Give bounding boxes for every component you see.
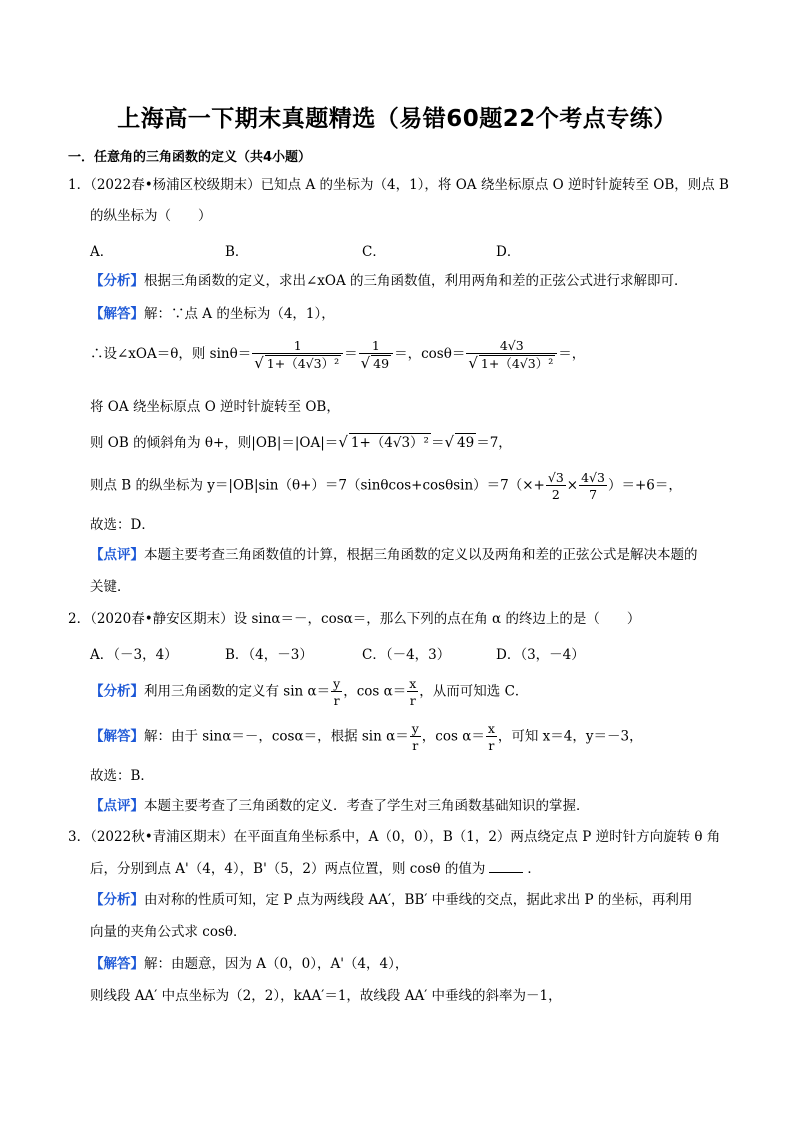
q3-stem-line2: [90, 860, 541, 878]
comment-tag: 【点评】: [90, 798, 144, 814]
analysis-text: 利用三角函数的定义有 sin α＝: [144, 683, 331, 700]
denominator: [252, 353, 343, 371]
radical-sign: √: [254, 354, 264, 372]
numerator: √3: [547, 470, 564, 485]
q1-answer-line6: 故选：D．: [90, 517, 155, 533]
fraction: [466, 338, 557, 371]
answer-blank: [489, 860, 523, 873]
radical-sign: √: [338, 433, 348, 451]
fraction: [410, 721, 421, 753]
denominator: r: [410, 736, 421, 753]
answer-tag: 【解答】: [90, 956, 144, 972]
numerator: x: [409, 676, 417, 691]
q1-stem-line1: 1．（2022春•杨浦区校级期末）已知点 A 的坐标为（4，1），将 OA 绕坐标原点 O 逆时针旋转至 OB，则点 B: [68, 177, 729, 193]
comment-tag: 【点评】: [90, 547, 144, 563]
answer-text: ＝，: [558, 346, 586, 362]
radical-sign: √: [360, 354, 371, 372]
fraction: [407, 676, 418, 708]
answer-tag: 【解答】: [90, 728, 144, 745]
numerator: 4√3: [499, 338, 524, 353]
stem-text: 后，分别到点 A'（4，4），B'（5，2）两点位置，则 cosθ 的值为: [90, 861, 486, 877]
times-sign: ×: [566, 477, 579, 494]
radicand: 1+（4√3）²: [266, 356, 340, 371]
q3-analysis-line1: [90, 891, 692, 909]
radicand: 1+（4√3）²: [480, 356, 554, 371]
q1-analysis: [90, 272, 688, 290]
fraction: [579, 470, 607, 502]
comment-text: 本题主要考查三角函数值的计算，根据三角函数的定义以及两角和差的正弦公式是解决本题的: [144, 547, 698, 563]
q2-option-b: B．（4，－3）: [225, 647, 313, 663]
numerator: x: [487, 721, 495, 736]
answer-text: ＝7，: [476, 435, 512, 451]
q2-analysis: [90, 676, 528, 708]
q1-answer-line2: [90, 338, 585, 371]
answer-text: ，cos α＝: [421, 728, 485, 745]
denominator: r: [486, 736, 497, 753]
q1-comment-line2: 关键．: [90, 579, 131, 595]
radicand: 49: [457, 435, 475, 451]
numerator: y: [411, 721, 419, 736]
equals-sign: ＝: [344, 346, 358, 362]
fraction: [331, 676, 342, 708]
q1-option-a: A．: [90, 244, 114, 260]
q1-answer-line1: [90, 305, 335, 323]
numerator: 1: [293, 338, 302, 353]
numerator: 4√3: [581, 470, 605, 485]
denominator: r: [407, 691, 418, 708]
denominator: [359, 353, 393, 371]
analysis-tag: 【分析】: [90, 273, 144, 289]
numerator: y: [333, 676, 341, 691]
analysis-text: 由对称的性质可知，定 P 点为两线段 AA′，BB′ 中垂线的交点，据此求出 P 的坐标，再利用: [144, 892, 693, 908]
fraction: [359, 338, 393, 371]
q2-stem: 2．（2020春•静安区期末）设 sinα＝－，cosα＝，那么下列的点在角 α 的终边上的是（ ）: [68, 611, 641, 627]
answer-text: ＝，cosθ＝: [394, 346, 466, 362]
answer-text: 解：∵点 A 的坐标为（4，1），: [144, 306, 335, 322]
denominator: 7: [579, 485, 607, 502]
radical-sign: √: [444, 433, 455, 451]
q1-answer-line4: [90, 433, 512, 452]
q3-analysis-line2: 向量的夹角公式求 cosθ．: [90, 924, 247, 940]
answer-text: 解：由于 sinα＝－，cosα＝，根据 sin α＝: [144, 728, 409, 745]
analysis-text: ，从而可知选 C．: [419, 683, 529, 700]
comment-text: 本题主要考查了三角函数的定义．考查了学生对三角函数基础知识的掌握．: [144, 798, 590, 814]
q1-option-b: B．: [225, 244, 249, 260]
q2-comment: [90, 797, 590, 815]
analysis-tag: 【分析】: [90, 892, 144, 908]
radicand: 49: [373, 356, 390, 371]
answer-tag: 【解答】: [90, 306, 144, 322]
answer-text: ）＝+6＝，: [607, 477, 682, 494]
q2-option-d: D．（3，－4）: [496, 647, 585, 663]
answer-text: ，可知 x＝4，y＝－3，: [497, 728, 643, 745]
fraction: [252, 338, 343, 371]
q1-option-d: D．: [496, 244, 521, 260]
answer-text: 则 OB 的倾斜角为 θ+，则|OB|＝|OA|＝: [90, 435, 339, 451]
analysis-tag: 【分析】: [90, 683, 144, 700]
q1-stem-line2: 的纵坐标为（ ）: [90, 208, 212, 224]
page-title: 上海高一下期末真题精选（易错60题22个考点专练）: [117, 106, 677, 132]
q2-answer: [90, 721, 643, 753]
fraction: [546, 470, 566, 502]
q1-answer-line5: [90, 470, 682, 502]
q2-option-c: C．（－4，3）: [362, 647, 451, 663]
radical-sign: √: [468, 354, 478, 372]
section-heading: 一．任意角的三角函数的定义（共4小题）: [68, 150, 312, 165]
stem-text: ．: [527, 861, 541, 877]
radicand: 1+（4√3）²: [350, 435, 429, 451]
equals-sign: ＝: [430, 435, 445, 451]
fraction: [486, 721, 497, 753]
q3-answer-line2: 则线段 AA′ 中点坐标为（2，2），kAA′＝1，故线段 AA′ 中垂线的斜率为－1，: [90, 988, 562, 1004]
denominator: 2: [546, 485, 566, 502]
answer-text: ∴设∠xOA＝θ，则 sinθ＝: [90, 346, 252, 362]
q2-option-a: A．（－3，4）: [90, 647, 178, 663]
answer-text: 解：由题意，因为 A（0，0），A'（4，4），: [144, 956, 409, 972]
q1-answer-line3: 将 OA 绕坐标原点 O 逆时针旋转至 OB，: [90, 399, 340, 415]
analysis-text: ，cos α＝: [343, 683, 407, 700]
q2-answer-line2: 故选：B．: [90, 768, 154, 784]
analysis-text: 根据三角函数的定义，求出∠xOA 的三角函数值，利用两角和差的正弦公式进行求解即可．: [144, 273, 688, 289]
numerator: 1: [371, 338, 380, 353]
q1-option-c: C．: [362, 244, 386, 260]
q3-stem-line1: 3．（2022秋•青浦区期末）在平面直角坐标系中，A（0，0），B（1，2）两点绕定点 P 逆时针方向旋转 θ 角: [68, 829, 721, 845]
denominator: [466, 353, 557, 371]
answer-text: 则点 B 的纵坐标为 y＝|OB|sin（θ+）＝7（sinθcos+cosθsin）＝7（×+: [90, 477, 545, 494]
q3-answer-line1: [90, 955, 408, 973]
q1-comment-line1: [90, 546, 698, 564]
denominator: r: [331, 691, 342, 708]
